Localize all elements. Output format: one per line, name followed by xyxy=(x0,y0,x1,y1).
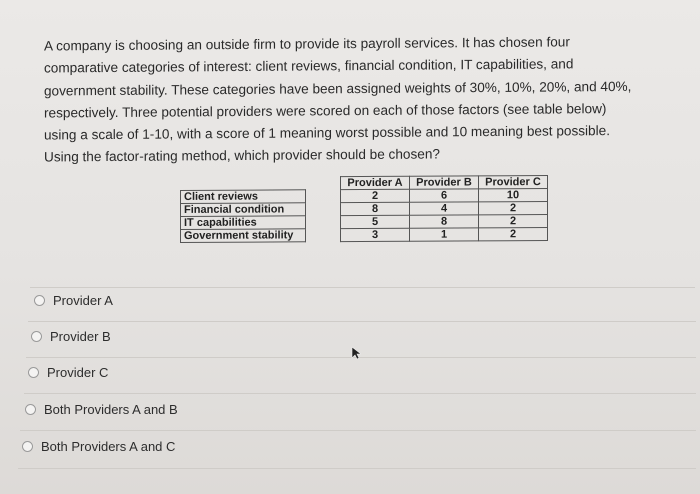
table-cell: 2 xyxy=(341,189,410,202)
table-header-cell: Provider C xyxy=(479,176,548,189)
option-label: Both Providers A and C xyxy=(41,439,176,454)
option-divider xyxy=(18,468,696,469)
table-cell: 6 xyxy=(410,189,479,202)
table-cell: 2 xyxy=(479,228,548,241)
table-cell: 8 xyxy=(410,215,479,228)
table-cell: 4 xyxy=(410,202,479,215)
option-divider xyxy=(26,357,696,358)
table-cell: 8 xyxy=(341,202,410,215)
option-divider xyxy=(20,430,696,431)
question-line: Using the factor-rating method, which provider should be chosen? xyxy=(44,146,440,165)
option-provider-b[interactable] xyxy=(31,329,111,344)
table-cell: 1 xyxy=(410,228,479,241)
option-label: Provider B xyxy=(50,329,111,344)
option-divider xyxy=(28,321,696,322)
table-header-cell: Provider B xyxy=(410,176,479,189)
option-provider-c[interactable] xyxy=(28,365,108,380)
option-providers-a-and-b[interactable] xyxy=(25,402,178,417)
table-cell: 2 xyxy=(479,202,548,215)
option-provider-a[interactable] xyxy=(34,293,113,308)
row-label: Government stability xyxy=(181,229,306,243)
radio-button[interactable] xyxy=(28,367,39,378)
table-cell: 3 xyxy=(341,228,410,241)
row-label: IT capabilities xyxy=(181,216,306,230)
question-line: government stability. These categories have been assigned weights of 30%, 10%, 20%, and 40%, xyxy=(44,78,632,99)
table-cell: 5 xyxy=(341,215,410,228)
option-divider xyxy=(30,287,695,288)
option-label: Provider A xyxy=(53,293,113,308)
option-label: Both Providers A and B xyxy=(44,402,178,417)
question-line: A company is choosing an outside firm to provide its payroll services. It has chosen four xyxy=(44,34,570,54)
row-label: Client reviews xyxy=(181,190,306,204)
table-cell: 2 xyxy=(479,215,548,228)
question-line: comparative categories of interest: client reviews, financial condition, IT capabilities, and xyxy=(44,56,574,76)
option-label: Provider C xyxy=(47,365,109,380)
radio-button[interactable] xyxy=(34,295,45,306)
radio-button[interactable] xyxy=(31,331,42,342)
option-providers-a-and-c[interactable] xyxy=(22,439,175,454)
option-divider xyxy=(24,393,696,394)
question-line: using a scale of 1-10, with a score of 1 meaning worst possible and 10 meaning best possible. xyxy=(44,123,610,143)
row-label: Financial condition xyxy=(181,203,306,217)
radio-button[interactable] xyxy=(22,441,33,452)
table-header-cell: Provider A xyxy=(341,176,410,189)
radio-button[interactable] xyxy=(25,404,36,415)
table-cell: 10 xyxy=(479,189,548,202)
mouse-cursor-icon xyxy=(351,346,361,360)
question-line: respectively. Three potential providers were scored on each of those factors (see table below) xyxy=(44,100,607,121)
